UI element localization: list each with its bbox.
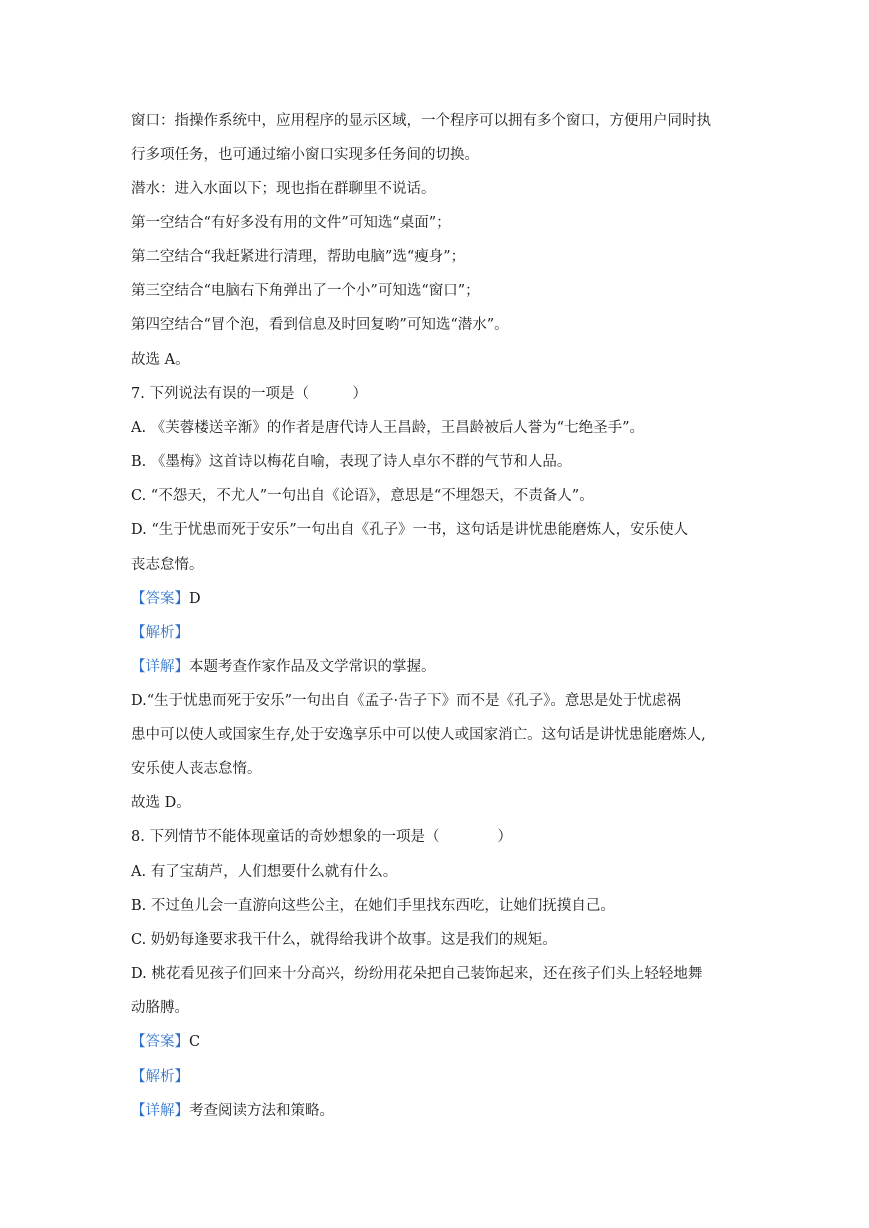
- question-7-option-d: D. “生于忧患而死于安乐”一句出自《孔子》一书，这句话是讲忧患能磨炼人，安乐使人: [131, 522, 689, 538]
- text-line: 丧志怠惰。: [131, 557, 204, 573]
- tag-content: 考查阅读方法和策略。: [189, 1103, 334, 1119]
- text-line: 行多项任务，也可通过缩小窗口实现多任务间的切换。: [131, 147, 479, 163]
- answer-label: [131, 589, 743, 609]
- text-line: 动胳膊。: [131, 1000, 189, 1016]
- text-line: 窗口：指操作系统中，应用程序的显示区域，一个程序可以拥有多个窗口，方便用户同时执: [131, 113, 711, 129]
- text-line: 第一空结合“有好多没有用的文件”可知选“桌面”；: [131, 215, 451, 231]
- text-line: 故选 D。: [131, 795, 191, 811]
- text-line: 安乐使人丧志怠惰。: [131, 761, 262, 777]
- question-8-option-d: D. 桃花看见孩子们回来十分高兴，纷纷用花朵把自己装饰起来，还在孩子们头上轻轻地舞: [131, 966, 703, 982]
- question-7-stem: 7. 下列说法有误的一项是（ ）: [131, 386, 367, 402]
- answer-label: [131, 1032, 743, 1052]
- section-tag: 【解析】: [131, 1069, 189, 1085]
- tag-content: D: [189, 591, 201, 607]
- question-7-option-a: A. 《芙蓉楼送辛渐》的作者是唐代诗人王昌龄，王昌龄被后人誉为“七绝圣手”。: [131, 420, 645, 436]
- tag-content: C: [189, 1034, 201, 1050]
- text-line: 潜水：进入水面以下；现也指在群聊里不说话。: [131, 181, 436, 197]
- section-tag: 【答案】: [131, 591, 189, 607]
- question-8-option-a: A. 有了宝葫芦，人们想要什么就有什么。: [131, 864, 398, 880]
- text-line: D.“生于忧患而死于安乐”一句出自《孟子·告子下》而不是《孔子》。意思是处于忧虑祸: [131, 693, 681, 709]
- text-line: 第三空结合“电脑右下角弹出了一个小”可知选“窗口”；: [131, 283, 480, 299]
- question-8-stem: 8. 下列情节不能体现童话的奇妙想象的一项是（ ）: [131, 829, 512, 845]
- tag-content: 本题考查作家作品及文学常识的掌握。: [189, 659, 436, 675]
- section-tag: 【答案】: [131, 1034, 189, 1050]
- question-8-option-c: C. 奶奶每逢要求我干什么，就得给我讲个故事。这是我们的规矩。: [131, 932, 557, 948]
- section-tag: 【详解】: [131, 659, 189, 675]
- text-line: 患中可以使人或国家生存,处于安逸享乐中可以使人或国家消亡。这句话是讲忧患能磨炼人,: [131, 727, 706, 743]
- detail-line: [131, 657, 743, 677]
- question-8-option-b: B. 不过鱼儿会一直游向这些公主，在她们手里找东西吃，让她们抚摸自己。: [131, 898, 615, 914]
- section-tag: 【详解】: [131, 1103, 189, 1119]
- detail-line: [131, 1101, 743, 1121]
- text-line: 第二空结合“我赶紧进行清理，帮助电脑”选“瘦身”；: [131, 249, 466, 265]
- question-7-option-b: B. 《墨梅》这首诗以梅花自喻，表现了诗人卓尔不群的气节和人品。: [131, 454, 572, 470]
- text-line: 故选 A。: [131, 352, 190, 368]
- section-tag: 【解析】: [131, 625, 189, 641]
- analysis-label: [131, 623, 743, 643]
- analysis-label: [131, 1067, 743, 1087]
- question-7-option-c: C. “不怨天，不尤人”一句出自《论语》，意思是“不埋怨天，不责备人”。: [131, 488, 594, 504]
- text-line: 第四空结合“冒个泡，看到信息及时回复哟”可知选“潜水”。: [131, 317, 509, 333]
